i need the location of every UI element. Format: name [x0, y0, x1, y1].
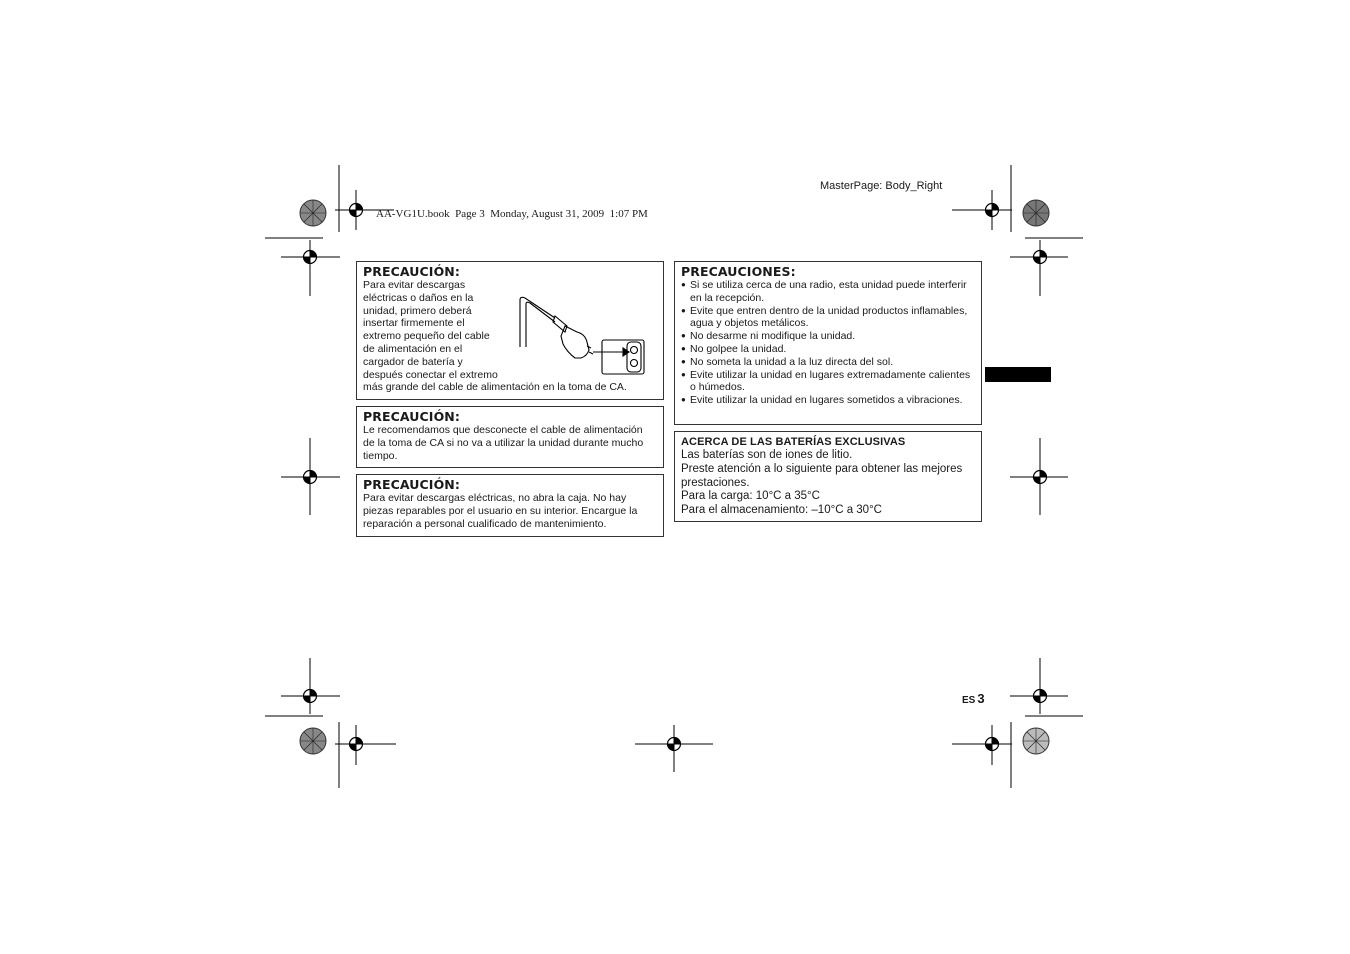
list-item: ● Evite que entren dentro de la unidad productos inflamables, agua y objetos metálicos.: [681, 305, 975, 331]
caution-line: insertar firmemente el: [363, 317, 465, 330]
caution-line: Para evitar descargas: [363, 279, 466, 291]
masterpage-label: MasterPage: Body_Right: [820, 180, 943, 192]
list-item: ● Evite utilizar la unidad en lugares extremadamente calientes o húmedos.: [681, 369, 975, 395]
batteries-line: Preste atención a lo siguiente para obtener las mejores prestaciones.: [681, 462, 963, 489]
book-info-line: AA-VG1U.book Page 3 Monday, August 31, 2009 1:07 PM: [376, 208, 648, 220]
caution-body: Para evitar descargas eléctricas, no abra la caja. No hay piezas reparables por el usuario en su interior. Encargue la reparación a personal cualificado de mantenimiento.: [363, 492, 638, 530]
caution-box-power-cord: [356, 261, 664, 400]
caution-box-unplug: [356, 406, 664, 468]
language-code: ES: [962, 695, 976, 706]
caution-line: eléctricas o daños en la: [363, 291, 474, 304]
page-number-value: 3: [977, 691, 985, 706]
caution-body: [363, 279, 523, 381]
page-number: [962, 690, 985, 708]
batteries-info-box: [674, 431, 982, 522]
list-item: ● No someta la unidad a la luz directa del sol.: [681, 356, 975, 369]
list-item: ● No golpee la unidad.: [681, 343, 975, 356]
power-cord-illustration: [517, 292, 657, 377]
caution-box-electric-shock: [356, 474, 664, 537]
caution-title: PRECAUCIÓN:: [363, 409, 460, 424]
batteries-title: ACERCA DE LAS BATERÍAS EXCLUSIVAS: [681, 436, 906, 448]
caution-line: más grande del cable de alimentación en la toma de CA.: [363, 381, 627, 394]
precautions-box: [674, 261, 982, 425]
caution-title: PRECAUCIÓN:: [363, 264, 460, 279]
list-item: ● Si se utiliza cerca de una radio, esta unidad puede interferir en la recepción.: [681, 279, 975, 305]
batteries-line: Para el almacenamiento: –10°C a 30°C: [681, 504, 882, 517]
caution-line: unidad, primero deberá: [363, 304, 472, 317]
caution-title: PRECAUCIÓN:: [363, 477, 460, 492]
caution-line: extremo pequeño del cable: [363, 330, 490, 343]
caution-line: cargador de batería y: [363, 355, 463, 368]
list-item: ● No desarme ni modifique la unidad.: [681, 330, 975, 343]
batteries-line: Para la carga: 10°C a 35°C: [681, 490, 820, 503]
precautions-list: [681, 279, 975, 407]
list-item: ● Evite utilizar la unidad en lugares sometidos a vibraciones.: [681, 394, 975, 407]
batteries-line: Las baterías son de iones de litio.: [681, 449, 853, 461]
caution-body: Le recomendamos que desconecte el cable de alimentación de la toma de CA si no va a utilizar la unidad durante mucho tiempo.: [363, 424, 644, 462]
precautions-title: PRECAUCIONES:: [681, 264, 796, 279]
caution-line: de alimentación en el: [363, 342, 463, 355]
section-tab-marker: [985, 367, 1051, 382]
caution-line: después conectar el extremo: [363, 368, 498, 381]
